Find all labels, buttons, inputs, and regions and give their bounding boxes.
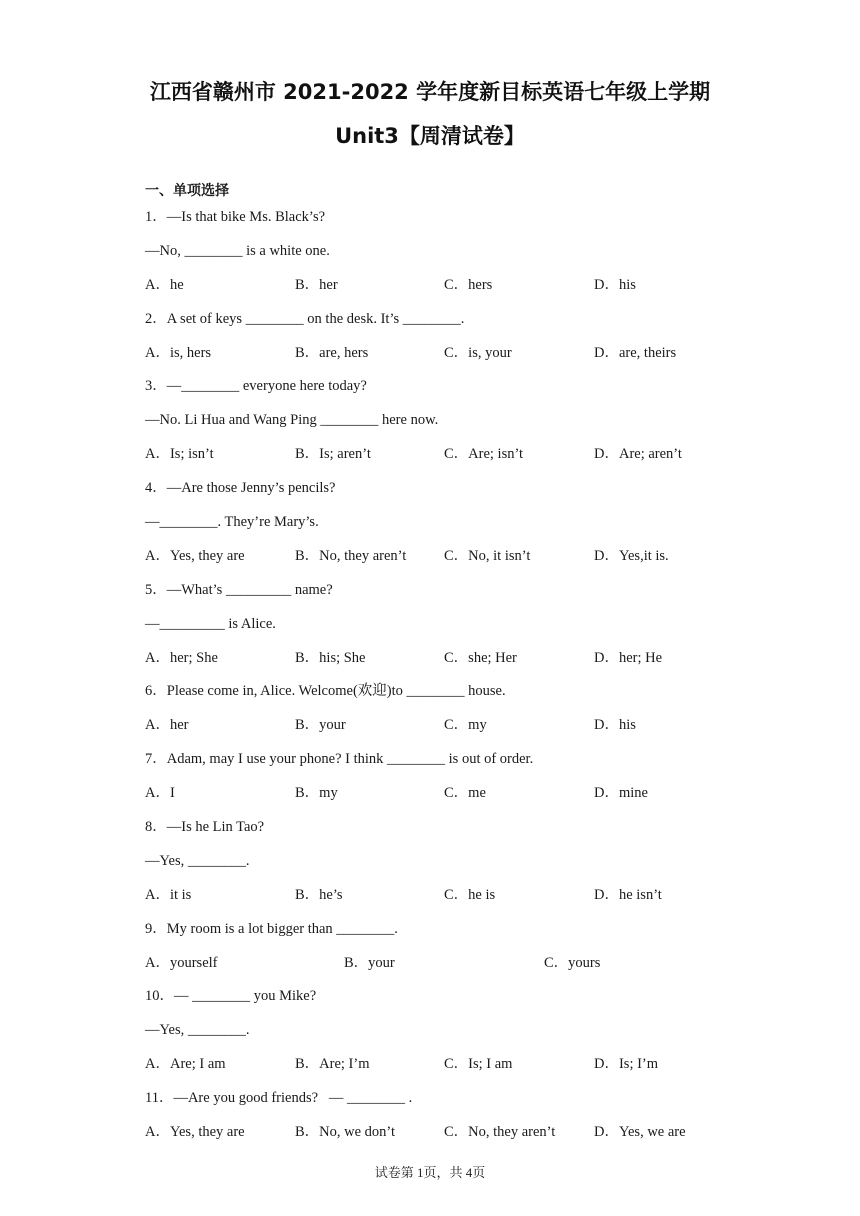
answer-option: B．Is; aren’t	[295, 446, 371, 463]
exam-title-line-1: 江西省赣州市 2021-2022 学年度新目标英语七年级上学期	[149, 80, 711, 104]
answer-option: B．No, we don’t	[295, 1124, 396, 1141]
answer-option: C．Is; I am	[444, 1056, 513, 1073]
answer-option: B．he’s	[295, 886, 343, 903]
answer-option: D．Yes,it is.	[594, 547, 669, 564]
answer-options	[145, 443, 845, 477]
question-line: —Yes, ________.	[145, 852, 250, 869]
question-line: —_________ is Alice.	[145, 615, 276, 632]
answer-option: C．she; Her	[444, 649, 517, 666]
question-line: 1．—Is that bike Ms. Black’s?	[145, 209, 326, 225]
question-line: 4．—Are those Jenny’s pencils?	[145, 480, 336, 497]
answer-options	[145, 884, 845, 918]
question-line: 10．— ________ you Mike?	[145, 988, 317, 1005]
page-footer: 试卷第 1页，共 4页	[374, 1165, 486, 1180]
question-line: 5．—What’s _________ name?	[145, 581, 333, 598]
answer-option: C．is, your	[444, 344, 512, 361]
question-line: 3．—________ everyone here today?	[145, 378, 367, 395]
answer-option: A．is, hers	[145, 344, 212, 361]
answer-option: A．it is	[145, 886, 192, 903]
answer-option: D．Is; I’m	[594, 1056, 659, 1073]
answer-option: A．Yes, they are	[145, 1124, 245, 1141]
answer-option: A．Yes, they are	[145, 547, 245, 564]
question-line: —________. They’re Mary’s.	[145, 514, 319, 531]
answer-option: C．Are; isn’t	[444, 446, 524, 463]
answer-options	[145, 1121, 845, 1155]
answer-option: C．me	[444, 785, 486, 802]
answer-option: D．Are; aren’t	[594, 446, 682, 463]
answer-option: C．No, they aren’t	[444, 1124, 556, 1141]
answer-option: B．your	[344, 954, 395, 971]
question-line: 9．My room is a lot bigger than ________.	[145, 920, 398, 937]
answer-option: D．his	[594, 717, 636, 734]
answer-option: A．Are; I am	[145, 1056, 226, 1073]
answer-options	[145, 782, 845, 816]
question-list	[145, 206, 845, 1155]
answer-option: C．he is	[444, 886, 496, 903]
answer-options	[145, 1053, 845, 1087]
answer-option: C．yours	[544, 954, 601, 971]
answer-options	[145, 342, 845, 376]
answer-option: A．her; She	[145, 649, 218, 666]
answer-option: A．yourself	[145, 954, 218, 971]
answer-options	[145, 714, 845, 748]
answer-option: D．his	[594, 276, 636, 293]
answer-option: C．my	[444, 717, 487, 734]
question-line: 2．A set of keys ________ on the desk. It’s ________.	[145, 310, 465, 327]
question-line: 6．Please come in, Alice. Welcome(欢迎)to ________ house.	[145, 683, 506, 700]
answer-option: A．I	[145, 785, 175, 802]
answer-option: B．his; She	[295, 649, 366, 666]
exam-title-line-2: Unit3【周清试卷】	[335, 124, 525, 148]
answer-options	[145, 647, 845, 681]
question-line: —No. Li Hua and Wang Ping ________ here now.	[145, 412, 439, 429]
question-line: 11．—Are you good friends? — ________ .	[145, 1090, 413, 1107]
answer-options	[145, 952, 845, 986]
answer-option: C．hers	[444, 276, 493, 293]
answer-option: A．her	[145, 717, 189, 734]
answer-option: D．Yes, we are	[594, 1124, 686, 1141]
question-line: —No, ________ is a white one.	[145, 242, 330, 259]
answer-options	[145, 274, 845, 308]
answer-option: D．mine	[594, 785, 648, 802]
answer-option: B．your	[295, 717, 346, 734]
answer-option: D．are, theirs	[594, 344, 677, 361]
answer-option: B．are, hers	[295, 344, 369, 361]
question-line: 8．—Is he Lin Tao?	[145, 819, 265, 836]
answer-option: D．he isn’t	[594, 886, 662, 903]
section-heading: 一、单项选择	[145, 183, 229, 199]
answer-option: B．her	[295, 276, 338, 293]
answer-option: B．No, they aren’t	[295, 547, 407, 564]
question-line: —Yes, ________.	[145, 1022, 250, 1039]
answer-option: A．Is; isn’t	[145, 446, 214, 463]
answer-option: A．he	[145, 276, 184, 293]
answer-options	[145, 545, 845, 579]
answer-option: D．her; He	[594, 649, 663, 666]
answer-option: B．Are; I’m	[295, 1056, 370, 1073]
answer-option: C．No, it isn’t	[444, 547, 531, 564]
answer-option: B．my	[295, 785, 338, 802]
question-line: 7．Adam, may I use your phone? I think ________ is out of order.	[145, 751, 534, 768]
